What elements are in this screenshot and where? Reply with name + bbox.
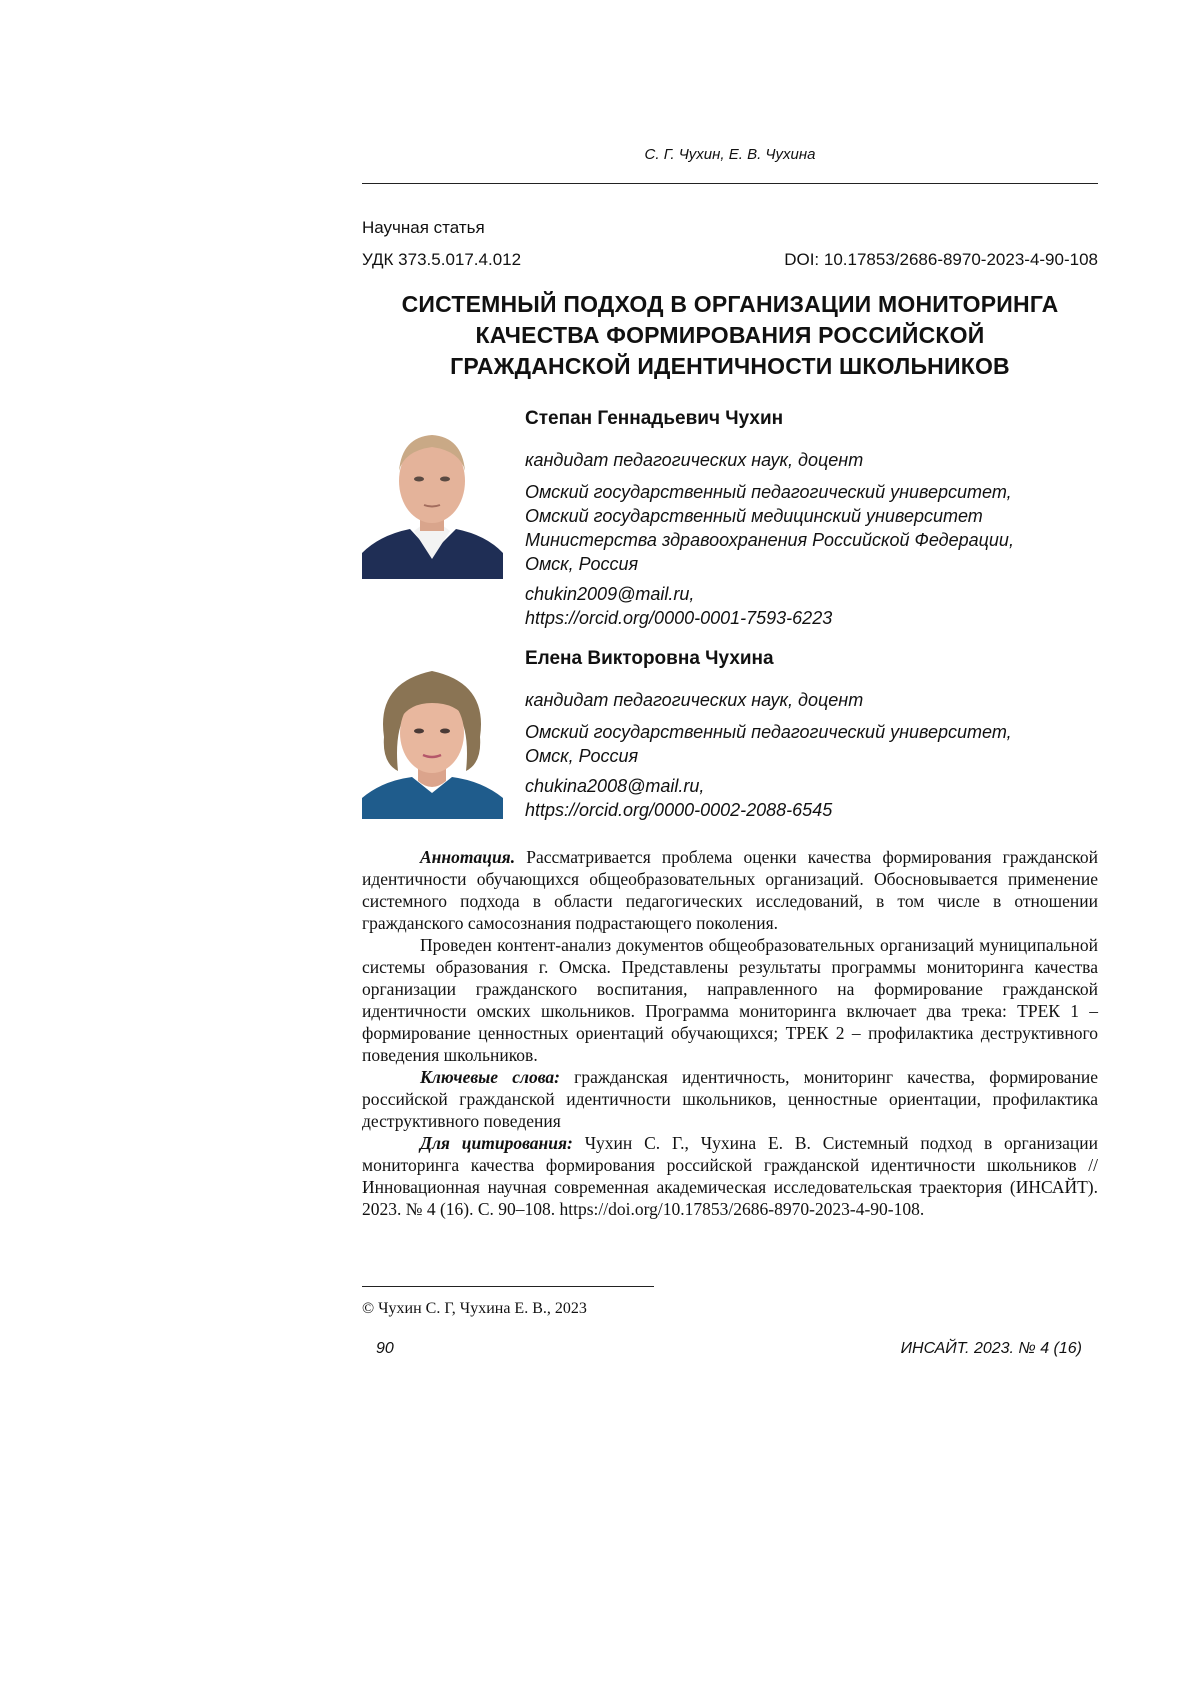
author-orcid[interactable]: https://orcid.org/0000-0002-2088-6545 — [525, 800, 833, 820]
author-name: Степан Геннадьевич Чухин — [525, 408, 784, 429]
affiliation-line: Омск, Россия — [525, 554, 639, 574]
article-type: Научная статья — [362, 218, 485, 237]
affiliation-line: Министерства здравоохранения Российской Федерации, — [525, 530, 1014, 550]
abstract-paragraph — [362, 846, 1098, 934]
doi-link[interactable]: DOI: 10.17853/2686-8970-2023-4-90-108 — [784, 250, 1098, 269]
author-email[interactable]: chukin2009@mail.ru, — [525, 584, 695, 604]
author-photo-male — [362, 413, 503, 579]
citation-label: Для цитирования: — [420, 1133, 573, 1153]
journal-footer: ИНСАЙТ. 2023. № 4 (16) — [900, 1340, 1082, 1357]
author-affiliation — [525, 480, 1014, 576]
citation-text: Чухин С. Г., Чухина Е. В. Системный подход в организации мониторинга качества формирования российской гражданской идентичности школьников // Инновационная научная современная академическая исследовательская траектория (ИНСАЙТ). 2023. № 4 (16). С. 90–108. https://doi.org/10.17853/2686-8970-2023-4-90-108. — [362, 1133, 1099, 1219]
author-degree: кандидат педагогических наук, доцент — [525, 690, 864, 710]
author-photo-female — [362, 653, 503, 819]
footnote-rule — [362, 1286, 654, 1287]
affiliation-line: Омск, Россия — [525, 746, 639, 766]
running-head: С. Г. Чухин, Е. В. Чухина — [644, 146, 816, 163]
abstract-block — [362, 846, 1098, 1220]
author-orcid[interactable]: https://orcid.org/0000-0001-7593-6223 — [525, 608, 833, 628]
keywords-text: гражданская идентичность, мониторинг качества, формирование российской гражданской идентичности школьников, ценностные ориентации, профилактика деструктивного поведения — [362, 1067, 1098, 1131]
abstract-paragraph: Проведен контент-анализ документов общеобразовательных организаций муниципальной системы образования г. Омска. Представлены результаты программы мониторинга качества организации гражданского воспитания, направленного на формирование гражданской идентичности омских школьников. Программа мониторинга включает два трека: ТРЕК 1 – формирование ценностных ориентаций обучающихся; ТРЕК 2 – профилактика деструктивного поведения школьников. — [362, 935, 1098, 1065]
author-contacts — [525, 774, 832, 822]
author-contacts — [525, 582, 832, 630]
affiliation-line: Омский государственный медицинский университет — [525, 506, 983, 526]
keywords-paragraph — [362, 1066, 1098, 1132]
header-rule — [362, 183, 1098, 184]
affiliation-line: Омский государственный педагогический университет, — [525, 722, 1012, 742]
title-line: СИСТЕМНЫЙ ПОДХОД В ОРГАНИЗАЦИИ МОНИТОРИНГА — [401, 291, 1059, 317]
author-name: Елена Викторовна Чухина — [525, 648, 774, 669]
keywords-label: Ключевые слова: — [420, 1067, 560, 1087]
page-number: 90 — [376, 1340, 394, 1357]
abstract-text: Рассматривается проблема оценки качества формирования гражданской идентичности обучающихся общеобразовательных организаций. Обосновывается применение системного подхода в области педагогических исследований, в том числе в отношении гражданского самосознания подрастающего поколения. — [362, 847, 1099, 933]
citation-paragraph — [362, 1132, 1098, 1220]
copyright-note: © Чухин С. Г, Чухина Е. В., 2023 — [362, 1300, 587, 1317]
title-line: ГРАЖДАНСКОЙ ИДЕНТИЧНОСТИ ШКОЛЬНИКОВ — [450, 353, 1010, 379]
author-degree: кандидат педагогических наук, доцент — [525, 450, 864, 470]
title-line: КАЧЕСТВА ФОРМИРОВАНИЯ РОССИЙСКОЙ — [475, 322, 985, 348]
article-title — [362, 289, 1098, 382]
author-email[interactable]: chukina2008@mail.ru, — [525, 776, 705, 796]
author-affiliation — [525, 720, 1012, 768]
abstract-label: Аннотация. — [420, 847, 516, 867]
affiliation-line: Омский государственный педагогический университет, — [525, 482, 1012, 502]
udk-code: УДК 373.5.017.4.012 — [362, 250, 522, 269]
